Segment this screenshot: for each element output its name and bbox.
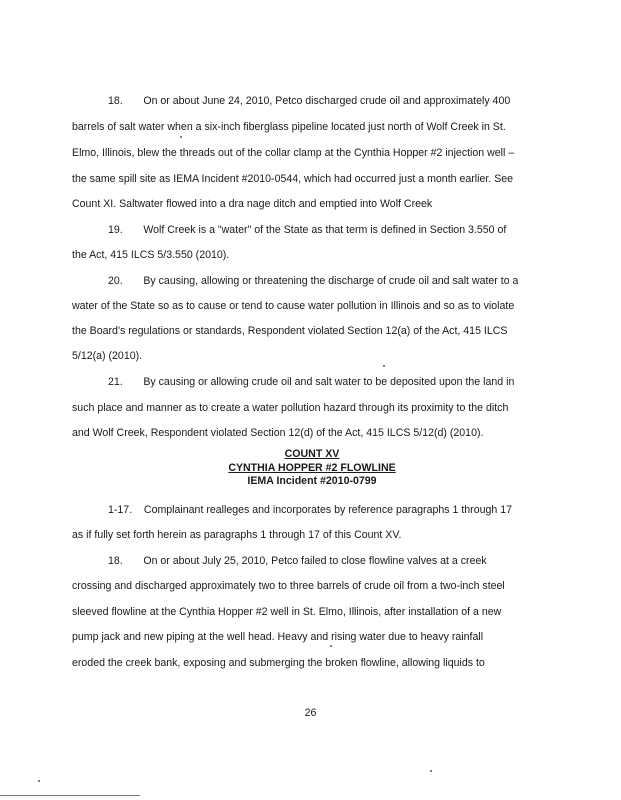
text-line: and Wolf Creek, Respondent violated Section 12(d) of the Act, 415 ILCS 5/12(d) (2010). [72,427,484,439]
text-line: as if fully set forth herein as paragraphs 1 through 17 of this Count XV. [72,529,402,541]
text-line: 5/12(a) (2010). [72,350,143,362]
text-line: crossing and discharged approximately two to three barrels of crude oil from a two-inch steel [72,580,505,592]
text-line: such place and manner as to create a water pollution hazard through its proximity to the ditch [72,402,509,414]
scan-speck [38,780,40,782]
scan-speck [383,365,385,367]
scan-edge-line [0,795,140,796]
text-line: eroded the creek bank, exposing and submerging the broken flowline, allowing liquids to [72,657,485,669]
text-line: the Board's regulations or standards, Respondent violated Section 12(a) of the Act, 415 ILCS [72,325,508,337]
text-line: 18. On or about July 25, 2010, Petco failed to close flowline valves at a creek [108,555,487,567]
incident-number: IEMA Incident #2010-0799 [247,475,377,487]
text-line: 20. By causing, allowing or threatening the discharge of crude oil and salt water to a [108,275,519,287]
text-line: sleeved flowline at the Cynthia Hopper #2 well in St. Elmo, Illinois, after installation of a new [72,606,502,618]
text-line: 19. Wolf Creek is a "water" of the State as that term is defined in Section 3.550 of [108,224,507,236]
text-line: 18. On or about June 24, 2010, Petco discharged crude oil and approximately 400 [108,95,511,107]
scan-speck [180,136,182,138]
text-line: 1-17. Complainant realleges and incorporates by reference paragraphs 1 through 17 [108,504,512,516]
text-line: the Act, 415 ILCS 5/3.550 (2010). [72,249,230,261]
count-title: CYNTHIA HOPPER #2 FLOWLINE [228,462,396,474]
text-line: the same spill site as IEMA Incident #2010-0544, which had occurred just a month earlier. See [72,173,514,185]
text-line: pump jack and new piping at the well head. Heavy and rising water due to heavy rainfall [72,631,484,643]
text-line: Elmo, Illinois, blew the threads out of the collar clamp at the Cynthia Hopper #2 injection well – [72,147,515,159]
page-number: 26 [304,707,317,719]
scan-speck [330,645,332,647]
text-line: water of the State so as to cause or tend to cause water pollution in Illinois and so as to violate [72,300,515,312]
text-line: barrels of salt water when a six-inch fiberglass pipeline located just north of Wolf Creek in St. [72,121,506,133]
count-number: COUNT XV [284,448,340,460]
text-line: Count XI. Saltwater flowed into a dra nage ditch and emptied into Wolf Creek [72,198,433,210]
scan-speck [430,770,432,772]
text-line: 21. By causing or allowing crude oil and salt water to be deposited upon the land in [108,376,515,388]
